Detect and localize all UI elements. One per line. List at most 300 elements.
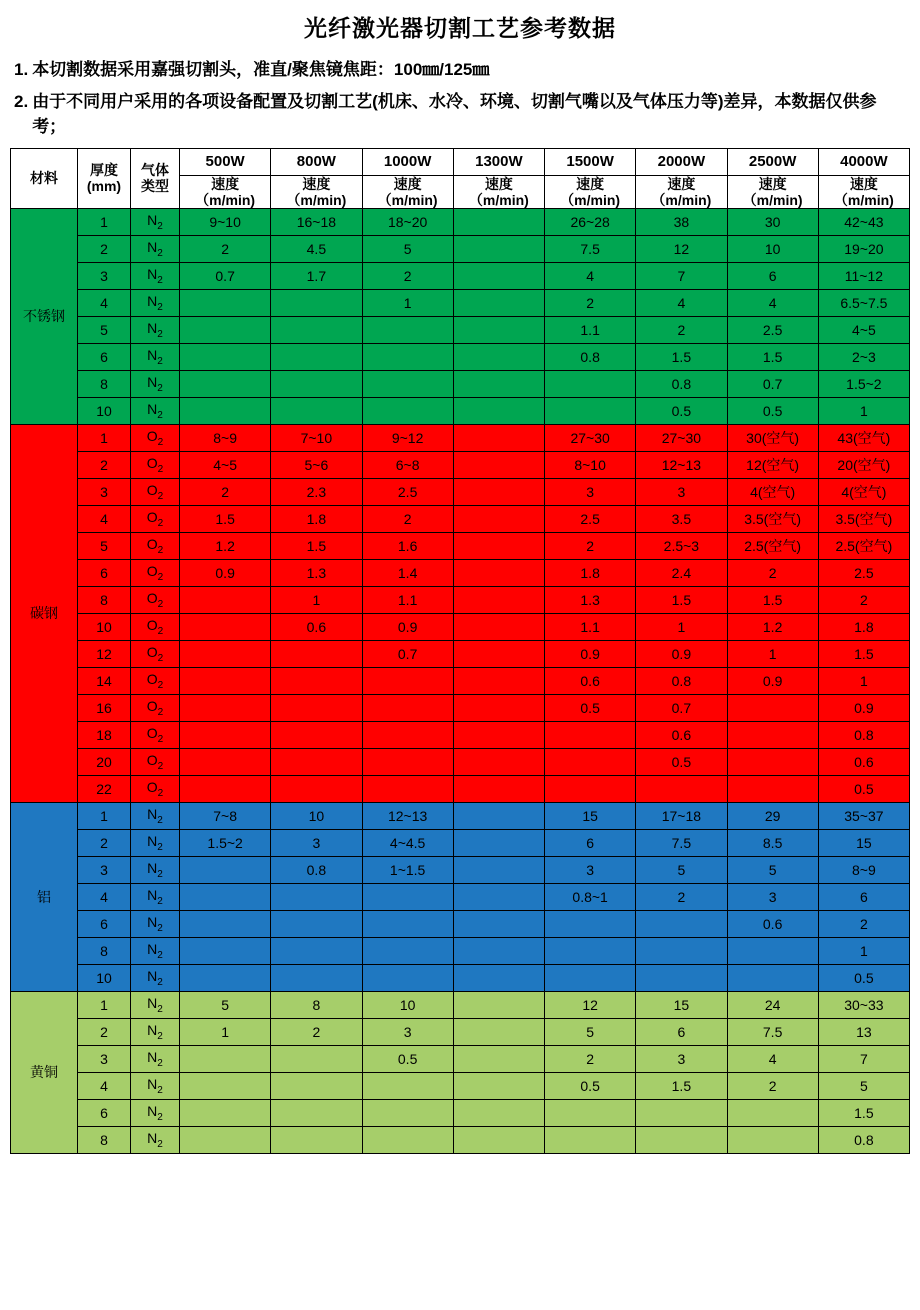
thickness-cell: 10 (78, 397, 131, 424)
speed-cell: 2 (545, 1045, 636, 1072)
speed-cell: 2 (180, 235, 271, 262)
speed-cell (271, 667, 362, 694)
speed-cell: 1 (271, 586, 362, 613)
speed-cell: 29 (727, 802, 818, 829)
speed-cell: 1.8 (818, 613, 909, 640)
speed-cell (453, 613, 544, 640)
speed-cell (636, 964, 727, 991)
speed-cell (362, 910, 453, 937)
gas-type-cell: $O_2$ (131, 505, 180, 532)
speed-cell: 3.5(空气) (818, 505, 909, 532)
table-row (11, 370, 910, 397)
speed-cell: 0.7 (180, 262, 271, 289)
table-row (11, 1126, 910, 1153)
speed-cell (180, 640, 271, 667)
speed-cell (180, 1045, 271, 1072)
speed-cell (362, 1126, 453, 1153)
speed-cell (545, 910, 636, 937)
speed-cell (453, 640, 544, 667)
speed-cell: 10 (271, 802, 362, 829)
gas-type-cell: $O_2$ (131, 721, 180, 748)
thickness-cell: 3 (78, 856, 131, 883)
gas-type-cell: $O_2$ (131, 532, 180, 559)
speed-cell: 20(空气) (818, 451, 909, 478)
note-2-text: 由于不同用户采用的各项设备配置及切割工艺(机床、水冷、环境、切割气嘴以及气体压力等)差异，本数据仅供参考； (32, 91, 877, 136)
speed-cell: 1.5 (180, 505, 271, 532)
speed-cell (271, 775, 362, 802)
speed-cell: 2.5(空气) (818, 532, 909, 559)
table-row (11, 775, 910, 802)
table-row (11, 829, 910, 856)
speed-cell: 1 (362, 289, 453, 316)
speed-cell: 10 (362, 991, 453, 1018)
speed-cell: 12 (636, 235, 727, 262)
material-cell: 碳钢 (11, 424, 78, 802)
speed-cell: 1 (818, 937, 909, 964)
header-speed-4000w: 速度 （m/min) (818, 175, 909, 208)
speed-cell: 0.5 (818, 964, 909, 991)
gas-type-cell: $N_2$ (131, 937, 180, 964)
speed-cell (453, 586, 544, 613)
speed-cell: 1.3 (545, 586, 636, 613)
speed-cell: 24 (727, 991, 818, 1018)
speed-cell: 1.8 (271, 505, 362, 532)
speed-cell (636, 775, 727, 802)
speed-cell: 8 (271, 991, 362, 1018)
gas-type-cell: $N_2$ (131, 1099, 180, 1126)
speed-cell: 4 (727, 1045, 818, 1072)
header-speed-1300w: 速度 （m/min) (453, 175, 544, 208)
speed-cell: 18~20 (362, 208, 453, 235)
gas-type-cell: $O_2$ (131, 748, 180, 775)
speed-cell: 0.7 (636, 694, 727, 721)
thickness-cell: 5 (78, 532, 131, 559)
speed-cell: 1.1 (545, 613, 636, 640)
speed-cell: 1.4 (362, 559, 453, 586)
speed-cell (271, 883, 362, 910)
speed-cell (453, 1045, 544, 1072)
speed-cell: 6 (636, 1018, 727, 1045)
speed-cell (545, 775, 636, 802)
speed-cell: 26~28 (545, 208, 636, 235)
speed-cell (453, 1072, 544, 1099)
speed-cell (453, 721, 544, 748)
gas-type-cell: $N_2$ (131, 1072, 180, 1099)
speed-cell (453, 964, 544, 991)
speed-cell: 1 (818, 667, 909, 694)
thickness-cell: 2 (78, 829, 131, 856)
speed-cell (453, 856, 544, 883)
speed-cell: 0.7 (727, 370, 818, 397)
speed-cell (453, 910, 544, 937)
speed-cell: 0.9 (545, 640, 636, 667)
speed-cell: 7.5 (727, 1018, 818, 1045)
speed-cell: 2 (636, 316, 727, 343)
speed-cell: 5 (180, 991, 271, 1018)
thickness-cell: 2 (78, 451, 131, 478)
header-thickness-line2: (mm) (86, 178, 122, 195)
speed-cell (545, 1099, 636, 1126)
table-row (11, 559, 910, 586)
speed-cell (362, 316, 453, 343)
speed-cell (271, 397, 362, 424)
speed-cell: 19~20 (818, 235, 909, 262)
table-row (11, 802, 910, 829)
speed-cell (271, 316, 362, 343)
speed-cell: 2.5 (727, 316, 818, 343)
gas-type-cell: $O_2$ (131, 667, 180, 694)
speed-cell: 4 (727, 289, 818, 316)
speed-cell (453, 397, 544, 424)
gas-type-cell: $N_2$ (131, 883, 180, 910)
speed-cell (727, 748, 818, 775)
speed-cell: 0.5 (545, 694, 636, 721)
speed-cell: 1 (636, 613, 727, 640)
speed-cell: 0.6 (545, 667, 636, 694)
speed-cell: 0.9 (362, 613, 453, 640)
speed-cell: 1.5 (818, 640, 909, 667)
gas-type-cell: $N_2$ (131, 289, 180, 316)
speed-cell: 2.3 (271, 478, 362, 505)
speed-cell (271, 370, 362, 397)
thickness-cell: 2 (78, 235, 131, 262)
table-row (11, 532, 910, 559)
speed-cell: 17~18 (636, 802, 727, 829)
speed-cell (271, 1072, 362, 1099)
header-power-1000w: 1000W (362, 148, 453, 175)
speed-cell (453, 424, 544, 451)
speed-cell: 1.2 (180, 532, 271, 559)
table-row (11, 937, 910, 964)
speed-cell: 1.6 (362, 532, 453, 559)
gas-type-cell: $N_2$ (131, 343, 180, 370)
speed-cell: 3 (545, 478, 636, 505)
speed-cell: 7.5 (545, 235, 636, 262)
header-gas-type (131, 148, 180, 208)
speed-cell: 15 (545, 802, 636, 829)
speed-cell: 2.5 (818, 559, 909, 586)
speed-cell: 1.5 (636, 1072, 727, 1099)
speed-cell: 4~4.5 (362, 829, 453, 856)
speed-cell: 0.8 (271, 856, 362, 883)
speed-cell (727, 937, 818, 964)
speed-cell (180, 397, 271, 424)
gas-type-cell: $O_2$ (131, 640, 180, 667)
speed-cell (727, 964, 818, 991)
speed-cell: 0.8 (636, 667, 727, 694)
thickness-cell: 6 (78, 559, 131, 586)
header-speed-1500w: 速度 （m/min) (545, 175, 636, 208)
speed-cell: 5 (636, 856, 727, 883)
speed-cell: 0.5 (727, 397, 818, 424)
table-row (11, 883, 910, 910)
speed-cell: 0.6 (636, 721, 727, 748)
speed-cell: 8~9 (180, 424, 271, 451)
thickness-cell: 6 (78, 343, 131, 370)
speed-cell: 4.5 (271, 235, 362, 262)
header-thickness (78, 148, 131, 208)
page-title: 光纤激光器切割工艺参考数据 (304, 15, 616, 41)
header-power-2500w: 2500W (727, 148, 818, 175)
header-row-power (11, 148, 910, 175)
speed-cell: 2.5~3 (636, 532, 727, 559)
speed-cell (180, 910, 271, 937)
speed-cell (453, 1099, 544, 1126)
gas-type-cell: $N_2$ (131, 991, 180, 1018)
table-row (11, 262, 910, 289)
note-1 (14, 57, 910, 83)
material-cell: 黄铜 (11, 991, 78, 1153)
speed-cell: 2 (818, 910, 909, 937)
thickness-cell: 4 (78, 1072, 131, 1099)
speed-cell: 2 (545, 289, 636, 316)
speed-cell (453, 694, 544, 721)
speed-cell: 2 (271, 1018, 362, 1045)
speed-cell (453, 1018, 544, 1045)
thickness-cell: 5 (78, 316, 131, 343)
speed-cell: 0.9 (180, 559, 271, 586)
thickness-cell: 10 (78, 613, 131, 640)
thickness-cell: 4 (78, 505, 131, 532)
speed-cell (453, 235, 544, 262)
speed-cell: 30(空气) (727, 424, 818, 451)
speed-cell (727, 1099, 818, 1126)
speed-cell: 43(空气) (818, 424, 909, 451)
table-row (11, 208, 910, 235)
speed-cell: 1.5 (818, 1099, 909, 1126)
speed-cell: 4(空气) (727, 478, 818, 505)
header-power-500w: 500W (180, 148, 271, 175)
speed-cell: 30~33 (818, 991, 909, 1018)
speed-cell: 12~13 (636, 451, 727, 478)
speed-cell (180, 694, 271, 721)
speed-cell (545, 937, 636, 964)
gas-type-cell: $O_2$ (131, 478, 180, 505)
speed-cell: 4~5 (180, 451, 271, 478)
speed-cell: 4~5 (818, 316, 909, 343)
speed-cell (453, 775, 544, 802)
speed-cell (453, 1126, 544, 1153)
thickness-cell: 3 (78, 478, 131, 505)
speed-cell: 0.5 (818, 775, 909, 802)
table-row (11, 1099, 910, 1126)
gas-type-cell: $N_2$ (131, 964, 180, 991)
speed-cell: 2 (545, 532, 636, 559)
speed-cell: 0.5 (636, 397, 727, 424)
speed-cell: 12 (545, 991, 636, 1018)
speed-cell (180, 856, 271, 883)
speed-cell (362, 370, 453, 397)
speed-cell (180, 937, 271, 964)
table-row (11, 991, 910, 1018)
speed-cell (180, 343, 271, 370)
speed-cell (180, 1099, 271, 1126)
speed-cell: 0.6 (727, 910, 818, 937)
speed-cell (180, 586, 271, 613)
thickness-cell: 12 (78, 640, 131, 667)
speed-cell: 2~3 (818, 343, 909, 370)
table-row (11, 964, 910, 991)
speed-cell (180, 613, 271, 640)
speed-cell: 3 (545, 856, 636, 883)
speed-cell (271, 1099, 362, 1126)
speed-cell: 1.5 (727, 343, 818, 370)
speed-cell: 27~30 (636, 424, 727, 451)
thickness-cell: 2 (78, 1018, 131, 1045)
gas-type-cell: $N_2$ (131, 1018, 180, 1045)
thickness-cell: 1 (78, 802, 131, 829)
speed-cell (453, 991, 544, 1018)
speed-cell: 3 (727, 883, 818, 910)
speed-cell (271, 1045, 362, 1072)
speed-cell: 3 (636, 1045, 727, 1072)
note-2-number: 2. (14, 91, 29, 111)
speed-cell (453, 370, 544, 397)
speed-cell (362, 721, 453, 748)
header-speed-2000w: 速度 （m/min) (636, 175, 727, 208)
thickness-cell: 4 (78, 883, 131, 910)
table-row (11, 748, 910, 775)
speed-cell (453, 883, 544, 910)
table-row (11, 667, 910, 694)
speed-cell (545, 370, 636, 397)
speed-cell: 9~12 (362, 424, 453, 451)
speed-cell (180, 1072, 271, 1099)
speed-cell (545, 721, 636, 748)
table-row (11, 343, 910, 370)
speed-cell: 1.1 (545, 316, 636, 343)
speed-cell: 6 (545, 829, 636, 856)
speed-cell: 1.5 (636, 343, 727, 370)
speed-cell: 0.5 (545, 1072, 636, 1099)
table-row (11, 1018, 910, 1045)
gas-type-cell: $N_2$ (131, 370, 180, 397)
speed-cell (453, 937, 544, 964)
speed-cell: 1.5 (636, 586, 727, 613)
gas-type-cell: $O_2$ (131, 694, 180, 721)
speed-cell: 2 (636, 883, 727, 910)
speed-cell: 1.5 (727, 586, 818, 613)
speed-cell (362, 748, 453, 775)
speed-cell (362, 1072, 453, 1099)
speed-cell (545, 1126, 636, 1153)
speed-cell (271, 964, 362, 991)
speed-cell: 15 (818, 829, 909, 856)
table-row (11, 613, 910, 640)
speed-cell (180, 775, 271, 802)
table-body (11, 208, 910, 1153)
speed-cell: 2 (362, 505, 453, 532)
thickness-cell: 1 (78, 424, 131, 451)
speed-cell (545, 964, 636, 991)
thickness-cell: 22 (78, 775, 131, 802)
speed-cell: 1.8 (545, 559, 636, 586)
speed-cell: 2 (180, 478, 271, 505)
header-power-800w: 800W (271, 148, 362, 175)
speed-cell (180, 316, 271, 343)
speed-cell: 0.9 (818, 694, 909, 721)
document-page (0, 10, 920, 1310)
gas-type-cell: $N_2$ (131, 856, 180, 883)
speed-cell (180, 1126, 271, 1153)
thickness-cell: 16 (78, 694, 131, 721)
speed-cell: 8~9 (818, 856, 909, 883)
gas-type-cell: $O_2$ (131, 775, 180, 802)
speed-cell: 0.8 (636, 370, 727, 397)
speed-cell (180, 748, 271, 775)
speed-cell: 5 (362, 235, 453, 262)
header-speed-1000w: 速度 （m/min) (362, 175, 453, 208)
speed-cell: 3.5 (636, 505, 727, 532)
speed-cell: 1.3 (271, 559, 362, 586)
speed-cell: 8~10 (545, 451, 636, 478)
speed-cell: 1 (180, 1018, 271, 1045)
speed-cell (362, 343, 453, 370)
speed-cell: 5 (727, 856, 818, 883)
thickness-cell: 8 (78, 586, 131, 613)
speed-cell (453, 478, 544, 505)
speed-cell (453, 289, 544, 316)
speed-cell: 2.5 (545, 505, 636, 532)
speed-cell (453, 208, 544, 235)
speed-cell (453, 748, 544, 775)
header-speed-2500w: 速度 （m/min) (727, 175, 818, 208)
speed-cell: 5 (818, 1072, 909, 1099)
speed-cell (180, 721, 271, 748)
speed-cell: 0.6 (271, 613, 362, 640)
speed-cell: 2 (818, 586, 909, 613)
gas-type-cell: $N_2$ (131, 262, 180, 289)
speed-cell: 42~43 (818, 208, 909, 235)
gas-type-cell: $N_2$ (131, 397, 180, 424)
thickness-cell: 1 (78, 208, 131, 235)
speed-cell (727, 694, 818, 721)
header-gas-line1: 气体 (141, 162, 169, 178)
table-row (11, 721, 910, 748)
speed-cell (362, 694, 453, 721)
table-row (11, 424, 910, 451)
speed-cell: 4 (636, 289, 727, 316)
material-cell: 铝 (11, 802, 78, 991)
speed-cell (180, 883, 271, 910)
thickness-cell: 1 (78, 991, 131, 1018)
speed-cell (271, 937, 362, 964)
speed-cell (453, 343, 544, 370)
speed-cell (180, 289, 271, 316)
table-row (11, 478, 910, 505)
gas-type-cell: $N_2$ (131, 208, 180, 235)
header-gas-line2: 类型 (141, 178, 169, 195)
speed-cell (271, 694, 362, 721)
speed-cell: 6 (727, 262, 818, 289)
table-row (11, 1045, 910, 1072)
speed-cell: 16~18 (271, 208, 362, 235)
header-speed-500w: 速度 （m/min) (180, 175, 271, 208)
speed-cell (271, 640, 362, 667)
speed-cell: 3.5(空气) (727, 505, 818, 532)
speed-cell: 9~10 (180, 208, 271, 235)
material-cell: 不锈钢 (11, 208, 78, 424)
speed-cell: 4 (545, 262, 636, 289)
gas-type-cell: $N_2$ (131, 829, 180, 856)
speed-cell: 2.5 (362, 478, 453, 505)
thickness-cell: 6 (78, 1099, 131, 1126)
speed-cell: 6 (818, 883, 909, 910)
gas-type-cell: $O_2$ (131, 559, 180, 586)
thickness-cell: 4 (78, 289, 131, 316)
speed-cell: 1 (727, 640, 818, 667)
speed-cell (362, 964, 453, 991)
